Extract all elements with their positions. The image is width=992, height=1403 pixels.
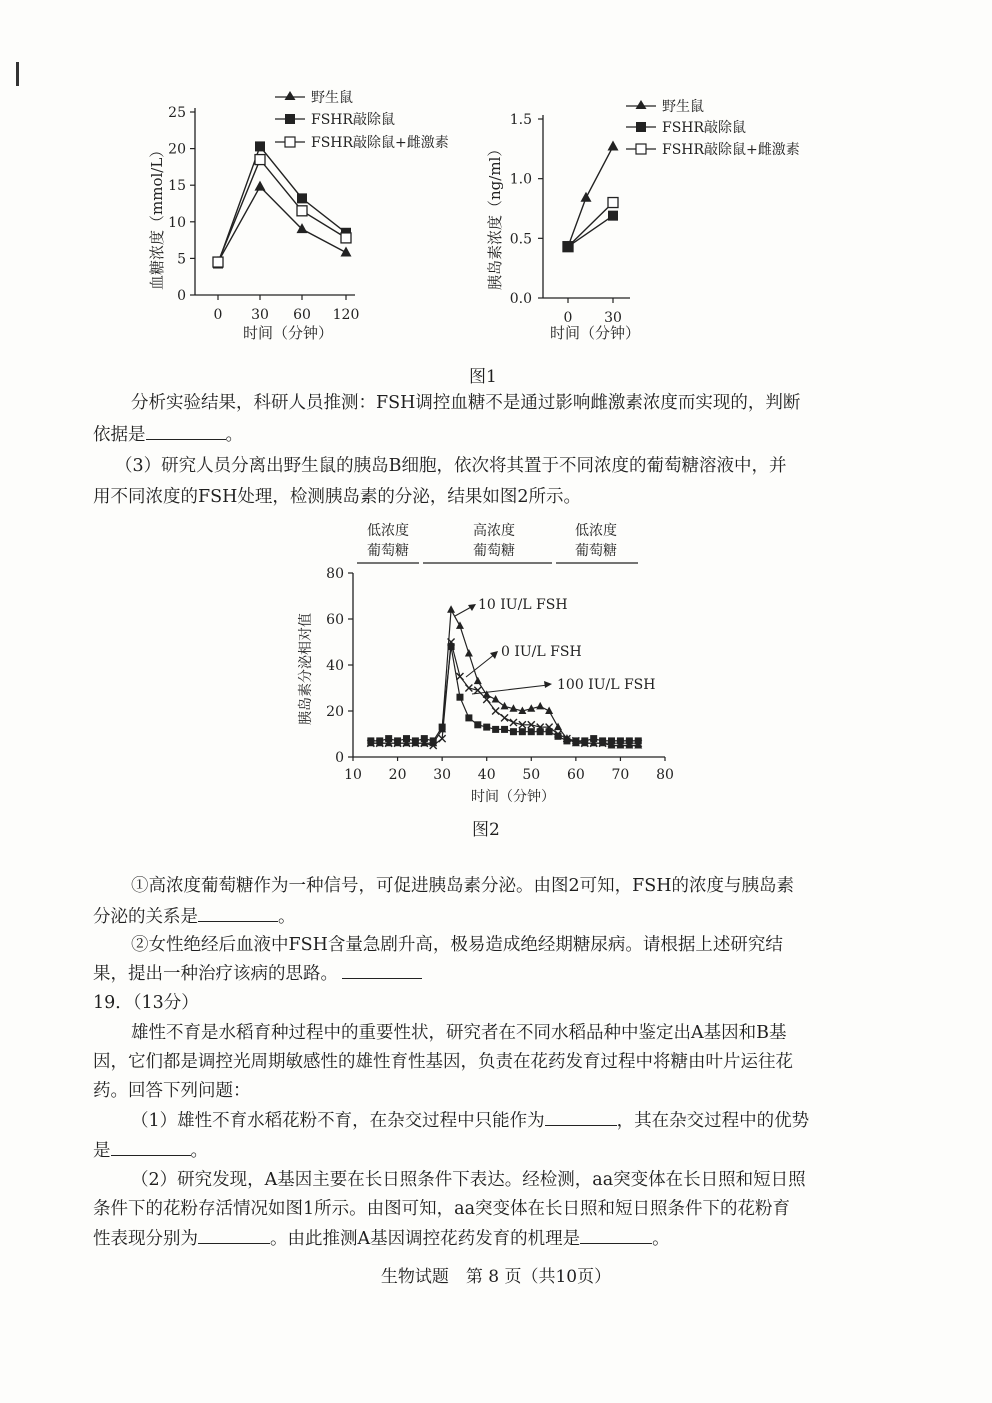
f2-y-tick-label-1: 20 — [326, 704, 344, 720]
f2-point-2-25 — [590, 735, 597, 742]
f1l-point-1-2 — [297, 193, 307, 203]
f2-point-0-21 — [554, 723, 562, 731]
f2-point-1-15 — [501, 714, 508, 721]
annotation-0-fsh: 0 IU/L FSH — [501, 644, 582, 660]
f1l-xlabel: 时间（分钟） — [243, 324, 334, 342]
f2-point-2-28 — [617, 737, 624, 744]
f1l-point-2-3 — [341, 233, 351, 243]
f2-point-0-9 — [447, 605, 455, 613]
figure1-left-chart — [140, 80, 470, 350]
f2-x-tick-label-5: 60 — [566, 767, 585, 783]
f1r-point-0-2 — [608, 140, 619, 150]
paragraph-3-line-2 — [93, 902, 296, 932]
paragraph-3: ①高浓度葡萄糖作为一种信号，可促进胰岛素分泌。由图2可知，FSH的浓度与胰岛素 — [131, 876, 795, 896]
f1r-y-tick-label-3: 1.5 — [509, 112, 532, 128]
answer-blank[interactable] — [198, 1227, 270, 1244]
f1l-y-tick-label-0: 0 — [177, 288, 186, 304]
annotation-10-fsh: 10 IU/L FSH — [478, 597, 568, 613]
f1r-series-line-2 — [568, 203, 613, 247]
f1l-legend — [275, 89, 449, 151]
f2-point-2-15 — [501, 726, 508, 733]
f2-point-2-6 — [421, 735, 428, 742]
f2-point-2-10 — [456, 694, 463, 701]
paragraph-7-line-3 — [93, 1224, 670, 1254]
paragraph-6 — [131, 1106, 809, 1136]
arrow-icon — [490, 651, 498, 659]
answer-blank[interactable] — [111, 1139, 191, 1156]
annotation-100-fsh: 100 IU/L FSH — [557, 677, 656, 693]
f1r-legend — [626, 98, 800, 158]
f1l-y-tick-label-5: 25 — [168, 105, 186, 121]
f2-point-2-11 — [465, 714, 472, 721]
f1r-legend-1: FSHR敲除鼠 — [662, 120, 747, 136]
f2-ylabel: 胰岛素分泌相对值 — [298, 613, 314, 725]
open-square-marker-icon — [636, 144, 646, 154]
paragraph-5: 雄性不育是水稻育种过程中的重要性状，研究者在不同水稻品种中鉴定出A基因和B基 — [131, 1023, 787, 1043]
phase-label-2-line2: 葡萄糖 — [575, 543, 617, 559]
f2-point-2-18 — [528, 728, 535, 735]
f2-point-1-16 — [510, 719, 517, 726]
phase-label-2-line1: 低浓度 — [575, 523, 617, 539]
figure2-chart — [290, 515, 690, 815]
paragraph-2: （3）研究人员分离出野生鼠的胰岛B细胞，依次将其置于不同浓度的葡萄糖溶液中，并 — [115, 456, 787, 476]
phase-label-0-line1: 低浓度 — [367, 523, 409, 539]
f1r-point-1-1 — [608, 211, 618, 221]
f2-point-2-23 — [572, 737, 579, 744]
p3b-end: 。 — [278, 907, 296, 927]
f1r-xlabel: 时间（分钟） — [550, 324, 641, 342]
page-edge-mark — [16, 62, 19, 86]
f1l-series-line-1 — [218, 146, 346, 263]
f2-point-2-4 — [403, 735, 410, 742]
f2-y-tick-label-3: 60 — [326, 612, 344, 628]
f1r-x-tick-label-1: 30 — [604, 310, 622, 326]
f1r-x-tick-label-0: 0 — [563, 310, 573, 326]
f2-x-tick-label-3: 40 — [477, 767, 496, 783]
p1b-text: 依据是 — [93, 425, 146, 445]
f1r-legend-0: 野生鼠 — [662, 99, 704, 115]
paragraph-7-line-2: 条件下的花粉存活情况如图1所示。由图可知，aa突变体在长日照和短日照条件下的花粉育 — [93, 1199, 790, 1219]
f2-point-1-14 — [492, 708, 499, 715]
f2-point-2-20 — [546, 728, 553, 735]
f2-x-tick-label-4: 50 — [522, 767, 541, 783]
f1l-point-2-0 — [213, 257, 223, 267]
f2-point-2-19 — [537, 728, 544, 735]
f1l-y-tick-label-3: 15 — [168, 178, 186, 195]
f1r-point-0-1 — [581, 192, 592, 202]
f1l-x-tick-label-1: 30 — [251, 307, 269, 323]
paragraph-5-line-3: 药。回答下列问题： — [93, 1081, 251, 1101]
f1l-ylabel: 血糖浓度（mmol/L） — [148, 142, 166, 290]
f2-point-2-13 — [483, 724, 490, 731]
figure2-caption: 图2 — [472, 820, 500, 840]
p6b-text: 是 — [93, 1141, 111, 1161]
arrow-icon — [544, 681, 552, 688]
f1r-legend-2: FSHR敲除鼠+雌激素 — [662, 142, 800, 158]
f2-point-0-11 — [465, 649, 473, 657]
f2-point-2-7 — [430, 737, 437, 744]
f2-point-2-22 — [563, 737, 570, 744]
filled-square-marker-icon — [636, 122, 646, 132]
f2-point-2-0 — [367, 737, 374, 744]
f2-point-2-14 — [492, 726, 499, 733]
f2-point-2-17 — [519, 728, 526, 735]
f1r-y-tick-label-1: 0.5 — [509, 231, 532, 248]
p7c-text: 性表现分别为 — [93, 1229, 198, 1249]
p1b-end: 。 — [225, 425, 243, 445]
f1r-series-line-1 — [568, 216, 613, 247]
figure1-caption: 图1 — [469, 367, 497, 387]
f2-point-2-5 — [412, 737, 419, 744]
f2-y-tick-label-4: 80 — [326, 566, 344, 582]
phase-label-0-line2: 葡萄糖 — [367, 543, 409, 559]
f2-point-2-8 — [439, 724, 446, 731]
answer-blank[interactable] — [545, 1109, 617, 1126]
figure2-phase-header — [357, 522, 638, 563]
f2-point-1-11 — [465, 685, 472, 692]
answer-blank[interactable] — [198, 905, 278, 922]
f2-point-0-15 — [501, 702, 509, 710]
figure1-right-chart — [480, 90, 820, 350]
f1l-point-2-2 — [297, 206, 307, 216]
paragraph-6-line-2 — [93, 1136, 208, 1166]
question-19-heading: 19．（13分） — [93, 993, 199, 1013]
f2-y-tick-label-2: 40 — [326, 658, 344, 674]
f1l-y-tick-label-2: 10 — [168, 214, 186, 231]
f1l-y-tick-label-1: 5 — [177, 251, 186, 268]
answer-blank[interactable] — [146, 423, 226, 440]
f2-x-tick-label-1: 20 — [388, 767, 407, 783]
triangle-marker-icon — [636, 100, 647, 109]
f1l-legend-2: FSHR敲除鼠+雌激素 — [311, 135, 449, 151]
f2-point-1-10 — [456, 673, 463, 680]
figure2-annotations — [455, 597, 655, 694]
f1r-y-tick-label-0: 0.0 — [509, 291, 532, 307]
f1l-series-line-0 — [218, 187, 346, 262]
f2-point-2-30 — [635, 737, 642, 744]
triangle-marker-icon — [285, 91, 296, 100]
answer-blank[interactable] — [580, 1227, 652, 1244]
f2-point-2-16 — [510, 728, 517, 735]
f2-x-tick-label-0: 10 — [344, 767, 362, 783]
f2-point-2-12 — [474, 721, 481, 728]
paragraph-4: ②女性绝经后血液中FSH含量急剧升高，极易造成绝经期糖尿病。请根据上述研究结 — [131, 935, 783, 955]
answer-blank[interactable] — [342, 962, 422, 979]
paragraph-4-line-2 — [93, 959, 422, 989]
f2-point-0-10 — [456, 621, 464, 629]
f1r-ylabel: 胰岛素浓度（ng/ml） — [486, 141, 504, 290]
p3b-text: 分泌的关系是 — [93, 907, 198, 927]
p7c-end: 。 — [652, 1229, 670, 1249]
f2-point-2-27 — [608, 737, 615, 744]
f1l-point-0-3 — [341, 247, 352, 257]
f2-point-2-29 — [626, 737, 633, 744]
paragraph-2-line-2: 用不同浓度的FSH处理，检测胰岛素的分泌，结果如图2所示。 — [93, 487, 582, 507]
f2-point-0-12 — [474, 677, 482, 685]
f1l-point-1-1 — [255, 141, 265, 151]
paragraph-1-line-2 — [93, 420, 243, 450]
paragraph-1: 分析实验结果，科研人员推测：FSH调控血糖不是通过影响雌激素浓度而实现的，判断 — [131, 393, 801, 413]
f2-point-0-19 — [536, 702, 544, 710]
f1r-y-tick-label-2: 1.0 — [509, 171, 532, 188]
f2-point-0-20 — [545, 707, 553, 715]
f2-point-2-1 — [376, 737, 383, 744]
f1l-x-tick-label-2: 60 — [293, 307, 311, 323]
f1l-point-0-1 — [255, 181, 266, 191]
f2-y-tick-label-0: 0 — [335, 750, 344, 766]
f2-point-2-2 — [385, 735, 392, 742]
p6b-end: 。 — [190, 1141, 208, 1161]
f1l-x-tick-label-3: 120 — [332, 307, 360, 323]
paragraph-5-line-2: 因，它们都是调控光周期敏感性的雄性育性基因，负责在花药发育过程中将糖由叶片运往花 — [93, 1052, 793, 1072]
f1l-legend-0: 野生鼠 — [311, 90, 353, 106]
f1l-point-2-1 — [255, 155, 265, 165]
phase-label-1-line2: 葡萄糖 — [473, 543, 515, 559]
p7c-mid: 。由此推测A基因调控花药发育的机理是 — [270, 1229, 581, 1249]
p6-mid: ，其在杂交过程中的优势 — [616, 1111, 810, 1131]
f2-point-2-3 — [394, 737, 401, 744]
f2-point-2-21 — [555, 733, 562, 740]
open-square-marker-icon — [285, 137, 295, 147]
f2-xlabel: 时间（分钟） — [471, 789, 555, 805]
f1l-legend-1: FSHR敲除鼠 — [311, 112, 396, 128]
f2-x-tick-label-7: 80 — [656, 767, 674, 783]
filled-square-marker-icon — [285, 114, 295, 124]
p4b-text: 果，提出一种治疗该病的思路。 — [93, 964, 338, 984]
f2-point-2-26 — [599, 737, 606, 744]
f1l-y-tick-label-4: 20 — [168, 141, 186, 158]
p6-text: （1）雄性不育水稻花粉不育，在杂交过程中只能作为 — [131, 1111, 545, 1131]
paragraph-7: （2）研究发现，A基因主要在长日照条件下表达。经检测，aa突变体在长日照和短日照 — [131, 1170, 806, 1190]
f1l-x-tick-label-0: 0 — [213, 307, 223, 323]
f2-x-tick-label-6: 70 — [611, 767, 630, 783]
phase-label-1-line1: 高浓度 — [473, 523, 515, 539]
f2-x-tick-label-2: 30 — [433, 767, 452, 783]
f2-point-2-9 — [448, 643, 455, 650]
f2-point-2-24 — [581, 737, 588, 744]
page-footer: 生物试题 第 8 页（共10页） — [380, 1267, 612, 1287]
f2-point-0-14 — [492, 695, 500, 703]
f1r-point-2-1 — [608, 198, 618, 208]
